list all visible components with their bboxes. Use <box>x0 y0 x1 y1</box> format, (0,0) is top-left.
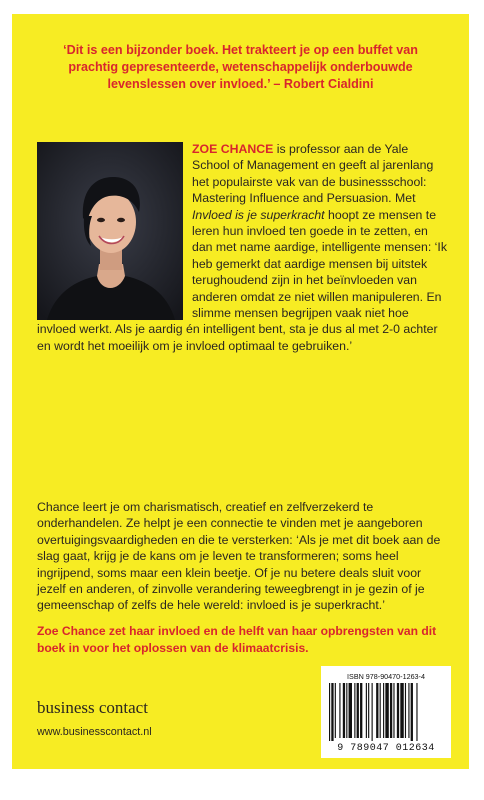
author-name: ZOE CHANCE <box>192 142 274 156</box>
quote-line-1: ‘Dit is een bijzonder boek. Het trakteert je op een buffet van <box>63 43 418 57</box>
quote-line-3: levenslessen over invloed.’ – Robert Cialdini <box>107 77 374 91</box>
climate-statement: Zoe Chance zet haar invloed en de helft van haar opbrengsten van dit boek in voor het oplossen van de klimaatcrisis. <box>37 624 437 655</box>
bio-text-1: is professor aan de Yale School of Management en geeft al jarenlang het populairste vak van de businessschool: Mastering Influence and Persuasion. Met <box>192 142 434 206</box>
book-back-cover <box>12 14 469 769</box>
barcode-digits: 9 789047 012634 <box>337 743 435 754</box>
isbn-label: ISBN 978-90470-1263-4 <box>347 672 425 681</box>
book-title: Invloed is je superkracht <box>192 207 325 222</box>
publisher-brand: business contact <box>37 698 148 717</box>
barcode-panel <box>321 666 451 758</box>
quote-line-2: prachtig gepresenteerde, wetenschappelijk onderbouwde <box>68 60 413 74</box>
blurb-quote <box>30 42 451 93</box>
author-bio <box>37 141 449 354</box>
description-paragraph: Chance leert je om charismatisch, creatief en zelfverzekerd te onderhandelen. Ze helpt je een connectie te vinden met je aangeboren overtuigingsvaardigheden en die te versterken: ‘Als je met dit boek aan de slag gaat, krijg je de kans om je leven te transformeren; soms heel ingrijpend, soms maar een klein beetje. Of je nu betere deals sluit voor jezelf en anderen, of zinvolle verandering teweegbrengt in je gezin of je gemeenschap of zelfs de hele wereld: invloed is je superkracht.’ <box>37 500 441 613</box>
barcode-bars <box>329 683 443 741</box>
publisher-website: www.businesscontact.nl <box>37 726 152 738</box>
bio-text-2: hoopt ze mensen te leren hun invloed ten goede in te zetten, en dan met name aardige, intelligente mensen: ‘Ik heb gemerkt dat aardige mensen bij uitstek terughoudend zijn in het beïnvloeden van anderen omdat ze niet willen manipuleren. En slimme mensen begrijpen vaak niet hoe invloed werkt. Als je aardig én intelligent bent, sta je dus al met 2-0 achter en wordt het moeilijk om je invloed optimaal te gebruiken.’ <box>37 207 447 353</box>
